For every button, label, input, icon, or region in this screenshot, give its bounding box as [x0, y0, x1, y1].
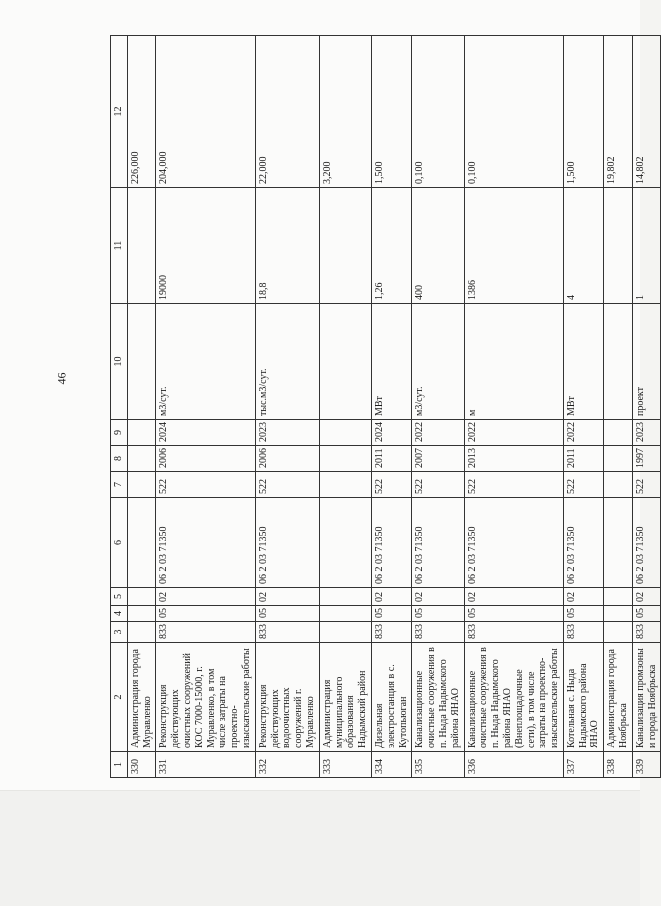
table-cell [604, 446, 633, 472]
table-cell [319, 472, 371, 498]
header-cell: 5 [111, 588, 128, 606]
table-cell: 06 2 03 71350 [464, 498, 563, 588]
table-cell: 05 [464, 606, 563, 622]
table-cell: 06 2 03 71350 [156, 498, 255, 588]
header-cell: 9 [111, 420, 128, 446]
table-cell [604, 472, 633, 498]
table-cell: Котельная с. Ныда Надымского района ЯНАО [563, 643, 603, 752]
table-cell [319, 606, 371, 622]
table-cell: 06 2 03 71350 [412, 498, 464, 588]
table-cell: 1997 [632, 446, 661, 472]
table-cell: 522 [412, 472, 464, 498]
table-cell: 02 [156, 588, 255, 606]
table-cell: МВт [563, 304, 603, 420]
table-cell: 833 [464, 622, 563, 643]
table-cell [319, 446, 371, 472]
table-cell: 335 [412, 752, 464, 778]
header-cell: 1 [111, 752, 128, 778]
table-cell: 2011 [371, 446, 411, 472]
table-cell [319, 420, 371, 446]
table-cell: 331 [156, 752, 255, 778]
table-cell: 330 [127, 752, 156, 778]
table-cell: 3,200 [319, 36, 371, 188]
header-cell: 7 [111, 472, 128, 498]
table-cell: Дизельная электростанция в с. Кутопьюган [371, 643, 411, 752]
table-cell: 334 [371, 752, 411, 778]
table-cell: проект [632, 304, 661, 420]
table-cell: Администрация муниципального образования Надымский район [319, 643, 371, 752]
table-cell: Канализационные очистные сооружения в п. Ныда Надымского района ЯНАО [412, 643, 464, 752]
table-cell: 2007 [412, 446, 464, 472]
header-cell: 11 [111, 188, 128, 304]
table-cell: Реконструкция действующих водоочистных сооружений г. Муравленко [255, 643, 319, 752]
table-cell: 833 [563, 622, 603, 643]
table-cell: 2022 [563, 420, 603, 446]
table-cell [604, 588, 633, 606]
table-cell [319, 622, 371, 643]
investment-program-table [110, 35, 661, 778]
table-cell: 2023 [255, 420, 319, 446]
table-row [412, 36, 464, 778]
table-cell: 06 2 03 71350 [255, 498, 319, 588]
table-cell: 2013 [464, 446, 563, 472]
table-cell [604, 498, 633, 588]
table-row [632, 36, 661, 778]
table-cell: 522 [464, 472, 563, 498]
table-cell: 522 [563, 472, 603, 498]
table-cell: 02 [464, 588, 563, 606]
table-cell [127, 498, 156, 588]
table-cell: 06 2 03 71350 [632, 498, 661, 588]
table-cell: 02 [632, 588, 661, 606]
table-cell: 05 [156, 606, 255, 622]
table-cell: 333 [319, 752, 371, 778]
table-cell: 833 [156, 622, 255, 643]
table-cell [319, 304, 371, 420]
table-cell: 2011 [563, 446, 603, 472]
table-cell [127, 446, 156, 472]
table-cell: 1,26 [371, 188, 411, 304]
header-cell: 4 [111, 606, 128, 622]
scan-background [0, 790, 640, 906]
table-cell: 833 [412, 622, 464, 643]
table-cell: 522 [255, 472, 319, 498]
table-cell: м [464, 304, 563, 420]
table-cell: 337 [563, 752, 603, 778]
table-cell: 14,802 [632, 36, 661, 188]
table-cell: 05 [563, 606, 603, 622]
table-cell: м3/сут. [156, 304, 255, 420]
table-cell [319, 188, 371, 304]
table-cell [604, 304, 633, 420]
table-cell: 2022 [464, 420, 563, 446]
table-cell: 338 [604, 752, 633, 778]
table-cell: 1386 [464, 188, 563, 304]
table-header-row [111, 36, 128, 778]
table-cell: 05 [412, 606, 464, 622]
table-cell: 2024 [156, 420, 255, 446]
table-body [111, 36, 661, 778]
table-cell: 19,802 [604, 36, 633, 188]
header-cell: 10 [111, 304, 128, 420]
table-row [156, 36, 255, 778]
table-cell [127, 472, 156, 498]
table-row [127, 36, 156, 778]
table-row [563, 36, 603, 778]
table-cell: 22,000 [255, 36, 319, 188]
table-cell [127, 606, 156, 622]
table-cell: 02 [563, 588, 603, 606]
table-cell: м3/сут. [412, 304, 464, 420]
table-cell: 2024 [371, 420, 411, 446]
header-cell: 8 [111, 446, 128, 472]
table-cell: 02 [412, 588, 464, 606]
table-cell: Канализация промзоны и города Ноябрьска [632, 643, 661, 752]
table-row [319, 36, 371, 778]
table-cell: 332 [255, 752, 319, 778]
table-cell [127, 420, 156, 446]
table-cell: 05 [371, 606, 411, 622]
table-cell: 833 [371, 622, 411, 643]
table-cell: 339 [632, 752, 661, 778]
table-cell: 2006 [255, 446, 319, 472]
table-row [464, 36, 563, 778]
table-cell [319, 498, 371, 588]
table-cell: 1 [632, 188, 661, 304]
page-number: 46 [54, 372, 69, 385]
table-cell: 2023 [632, 420, 661, 446]
table-cell: 05 [632, 606, 661, 622]
header-cell: 6 [111, 498, 128, 588]
table-cell [319, 588, 371, 606]
table-cell [604, 188, 633, 304]
rotated-table-container [110, 36, 658, 778]
table-cell: 0,100 [412, 36, 464, 188]
table-cell [127, 188, 156, 304]
table-cell: 06 2 03 71350 [371, 498, 411, 588]
table-cell: 522 [156, 472, 255, 498]
table-cell: 833 [255, 622, 319, 643]
table-cell: 833 [632, 622, 661, 643]
table-cell: 18,8 [255, 188, 319, 304]
table-cell: Администрация города Муравленко [127, 643, 156, 752]
table-cell: 522 [632, 472, 661, 498]
header-cell: 12 [111, 36, 128, 188]
table-cell: Администрация города Ноябрьска [604, 643, 633, 752]
table-cell: 0,100 [464, 36, 563, 188]
header-cell: 3 [111, 622, 128, 643]
table-cell: 2006 [156, 446, 255, 472]
table-cell: 204,000 [156, 36, 255, 188]
table-cell: 06 2 03 71350 [563, 498, 603, 588]
table-row [255, 36, 319, 778]
table-cell: 1,500 [563, 36, 603, 188]
table-cell [127, 304, 156, 420]
table-cell [604, 606, 633, 622]
table-cell: МВт [371, 304, 411, 420]
table-cell: 1,500 [371, 36, 411, 188]
table-cell [127, 588, 156, 606]
table-cell: 2022 [412, 420, 464, 446]
table-cell: 19000 [156, 188, 255, 304]
table-cell: тыс.м3/сут. [255, 304, 319, 420]
table-cell: 226,000 [127, 36, 156, 188]
table-row [604, 36, 633, 778]
table-cell [604, 622, 633, 643]
table-cell: 02 [255, 588, 319, 606]
table-cell: 4 [563, 188, 603, 304]
table-cell: 05 [255, 606, 319, 622]
table-cell: 522 [371, 472, 411, 498]
table-cell: Реконструкция действующих очистных сооружений КОС 7000-15000, г. Муравленко, в том числе затраты на проектно-изыскательские работы [156, 643, 255, 752]
header-cell: 2 [111, 643, 128, 752]
table-row [371, 36, 411, 778]
table-cell: 400 [412, 188, 464, 304]
table-cell: 336 [464, 752, 563, 778]
table-cell: Канализационные очистные сооружения в п. Ныда Надымского района ЯНАО (Внеплощадочные сети), в том числе затраты на проектно-изыскательские работы [464, 643, 563, 752]
table-cell [127, 622, 156, 643]
table-cell: 02 [371, 588, 411, 606]
table-cell [604, 420, 633, 446]
